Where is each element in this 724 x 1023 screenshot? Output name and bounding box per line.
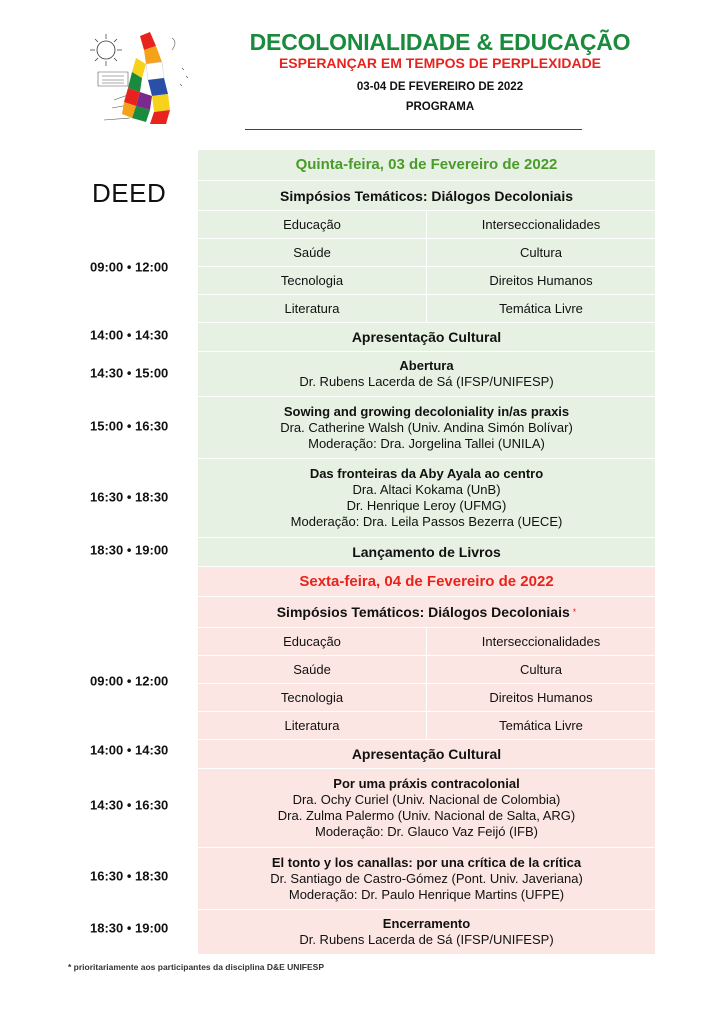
topic-cell: Cultura	[520, 244, 562, 260]
simposios-row	[198, 597, 655, 628]
topic-cell: Direitos Humanos	[489, 272, 593, 288]
topic-cell: Literatura	[198, 295, 427, 322]
header	[200, 28, 680, 113]
session-row	[198, 848, 655, 910]
livros-title: Lançamento de Livros	[352, 544, 501, 560]
session-title: Sowing and growing decoloniality in/as praxis	[283, 403, 570, 419]
event-subtitle: ESPERANÇAR EM TEMPOS DE PERPLEXIDADE	[278, 55, 602, 71]
session-speaker: Dra. Altaci Kokama (UnB)	[352, 482, 501, 497]
cultural-title: Apresentação Cultural	[351, 746, 502, 762]
topic-cell: Interseccionalidades	[481, 633, 601, 649]
session-moderator: Moderação: Dr. Glauco Vaz Feijó (IFB)	[314, 824, 538, 839]
session-title: Abertura	[399, 358, 454, 373]
session-speaker: Dr. Santiago de Castro-Gómez (Pont. Univ. Javeriana)	[270, 870, 583, 886]
topic-cell: Interseccionalidades	[481, 216, 601, 232]
topic-cell: Temática Livre	[499, 300, 583, 316]
cultural-title: Apresentação Cultural	[351, 329, 502, 345]
simposios-row	[198, 181, 655, 211]
programa-label: PROGRAMA	[405, 101, 475, 113]
topic-cell: Direitos Humanos	[489, 689, 593, 705]
session-speaker: Dr. Rubens Lacerda de Sá (IFSP/UNIFESP)	[299, 374, 554, 389]
session-row	[198, 459, 655, 538]
session-speaker: Dr. Rubens Lacerda de Sá (IFSP/UNIFESP)	[299, 932, 554, 947]
time-column	[60, 0, 198, 1023]
topic-cell: Temática Livre	[499, 717, 583, 733]
session-title: Por uma práxis contracolonial	[333, 776, 520, 791]
time-label: 18:30 • 19:00	[90, 542, 169, 558]
topic-cell: Tecnologia	[198, 267, 427, 294]
topic-cell: Cultura	[520, 661, 562, 677]
session-title: El tonto y los canallas: por una crítica de la crítica	[271, 854, 582, 870]
topic-row	[198, 628, 655, 656]
session-speaker: Dra. Catherine Walsh (Univ. Andina Simón Bolívar)	[280, 419, 573, 435]
topic-row	[198, 684, 655, 712]
session-row	[198, 910, 655, 955]
session-moderator: Moderação: Dr. Paulo Henrique Martins (UFPE)	[288, 886, 565, 902]
day1-heading: Quinta-feira, 03 de Fevereiro de 2022	[295, 156, 558, 173]
topic-row	[198, 295, 655, 323]
time-label: 16:30 • 18:30	[90, 489, 169, 505]
session-speaker: Dr. Henrique Leroy (UFMG)	[346, 498, 507, 513]
topic-row	[198, 712, 655, 740]
session-moderator: Moderação: Dra. Leila Passos Bezerra (UECE)	[290, 514, 563, 529]
cultural-row	[198, 323, 655, 352]
event-title: DECOLONIALIDADE & EDUCAÇÃO	[249, 29, 631, 55]
time-label: 14:00 • 14:30	[90, 327, 169, 343]
time-label: 09:00 • 12:00	[90, 259, 169, 275]
time-label: 14:30 • 15:00	[90, 365, 169, 381]
topic-row	[198, 211, 655, 239]
simposios-title: Simpósios Temáticos: Diálogos Decoloniais	[279, 187, 574, 204]
topic-cell: Saúde	[198, 239, 427, 266]
cultural-row	[198, 740, 655, 769]
time-label: 09:00 • 12:00	[90, 673, 169, 689]
header-divider	[245, 129, 582, 130]
livros-row	[198, 538, 655, 567]
deed-label: DEED	[92, 178, 167, 208]
day-heading	[198, 150, 655, 181]
topic-row	[198, 239, 655, 267]
day-heading	[198, 567, 655, 597]
topic-row	[198, 267, 655, 295]
time-label: 14:00 • 14:30	[90, 742, 169, 758]
time-label: 15:00 • 16:30	[90, 418, 169, 434]
time-label: 18:30 • 19:00	[90, 920, 169, 936]
session-speaker: Dra. Zulma Palermo (Univ. Nacional de Salta, ARG)	[277, 808, 576, 823]
session-speaker: Dra. Ochy Curiel (Univ. Nacional de Colombia)	[292, 792, 561, 807]
session-row	[198, 397, 655, 459]
topic-cell: Educação	[198, 211, 427, 238]
schedule-table	[198, 150, 655, 955]
time-label: 14:30 • 16:30	[90, 797, 169, 813]
session-row	[198, 352, 655, 397]
footnote-marker: *	[572, 607, 577, 617]
day2-heading: Sexta-feira, 04 de Fevereiro de 2022	[299, 572, 554, 590]
simposios-title: Simpósios Temáticos: Diálogos Decoloniais	[276, 604, 570, 620]
topic-cell: Literatura	[198, 712, 427, 739]
session-row	[198, 769, 655, 848]
time-label: 16:30 • 18:30	[90, 868, 169, 884]
event-date: 03-04 DE FEVEREIRO DE 2022	[356, 81, 524, 93]
topic-row	[198, 656, 655, 684]
topic-cell: Educação	[198, 628, 427, 655]
session-title: Encerramento	[382, 916, 471, 931]
topic-cell: Saúde	[198, 656, 427, 683]
footnote: * prioritariamente aos participantes da disciplina D&E UNIFESP	[68, 962, 325, 972]
session-title: Das fronteiras da Aby Ayala ao centro	[309, 466, 544, 481]
topic-cell: Tecnologia	[198, 684, 427, 711]
session-moderator: Moderação: Dra. Jorgelina Tallei (UNILA)	[308, 435, 545, 451]
